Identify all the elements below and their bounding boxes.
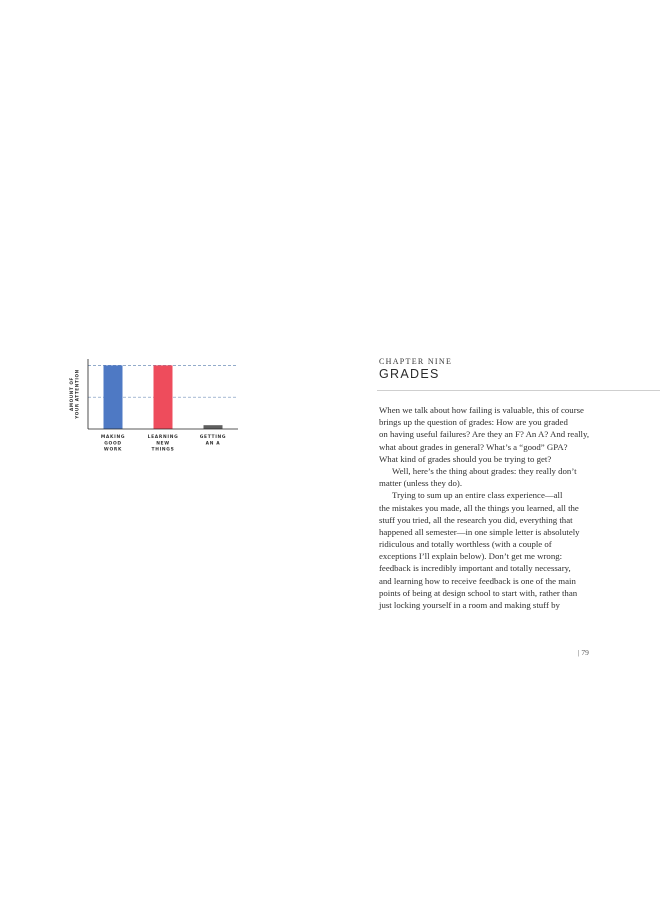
x-tick-label-line: LEARNING [147,435,179,440]
body-line: ridiculous and totally worthless (with a couple of [379,539,552,550]
bar-learning-new-things [154,365,173,429]
body-line: feedback is incredibly important and totally necessary, [379,563,571,574]
x-tick-label [148,434,179,453]
body-line: What kind of grades should you be trying to get? [379,453,552,464]
x-tick-label-line: MAKING [100,435,126,440]
x-tick-label-line: AN A [205,441,221,447]
body-line: the mistakes you made, all the things you learned, all the [379,502,579,513]
chapter-label: CHAPTER NINE [379,357,453,366]
body-line: what about grades in general? What’s a “good” GPA? [379,441,568,452]
body-line: Trying to sum up an entire class experience—all [392,490,563,501]
chart-canvas [60,355,250,453]
body-line: just locking yourself in a room and making stuff by [379,600,560,610]
x-tick-label-line: GETTING [199,435,227,440]
body-line: points of being at design school to start with, rather than [379,587,578,598]
body-line: When we talk about how failing is valuable, this of course [379,405,584,415]
body-line: matter (unless they do). [379,478,463,489]
bar-getting-an-a [204,425,223,429]
body-line: stuff you tried, all the research you did, everything that [379,514,573,525]
body-line: happened all semester—in one simple letter is absolutely [379,526,580,537]
body-line: and learning how to receive feedback is one of the main [379,575,576,586]
x-tick-label-line: WORK [103,447,123,453]
x-tick-label [200,434,227,446]
x-tick-label-line: GOOD [104,441,122,447]
body-line: brings up the question of grades: How are you graded [379,417,568,428]
attention-bar-chart [60,355,250,453]
body-line: on having useful failures? Are they an F? An A? And really, [379,429,590,440]
body-text [379,404,609,611]
x-tick-label [101,434,125,453]
y-axis-label-line: AMOUNT OF [69,376,74,412]
body-line: exceptions I’ll explain below). Don’t get me wrong: [379,551,563,562]
page-number: | 79 [578,648,589,657]
bar-making-good-work [104,365,123,429]
title-divider [377,390,660,391]
y-axis-label [69,369,80,420]
x-tick-label-line: THINGS [151,447,175,453]
body-line: Well, here’s the thing about grades: they really don’t [392,465,577,476]
chapter-title: GRADES [379,367,440,381]
y-axis-label-line: YOUR ATTENTION [74,369,80,419]
x-tick-label-line: NEW [156,441,170,447]
